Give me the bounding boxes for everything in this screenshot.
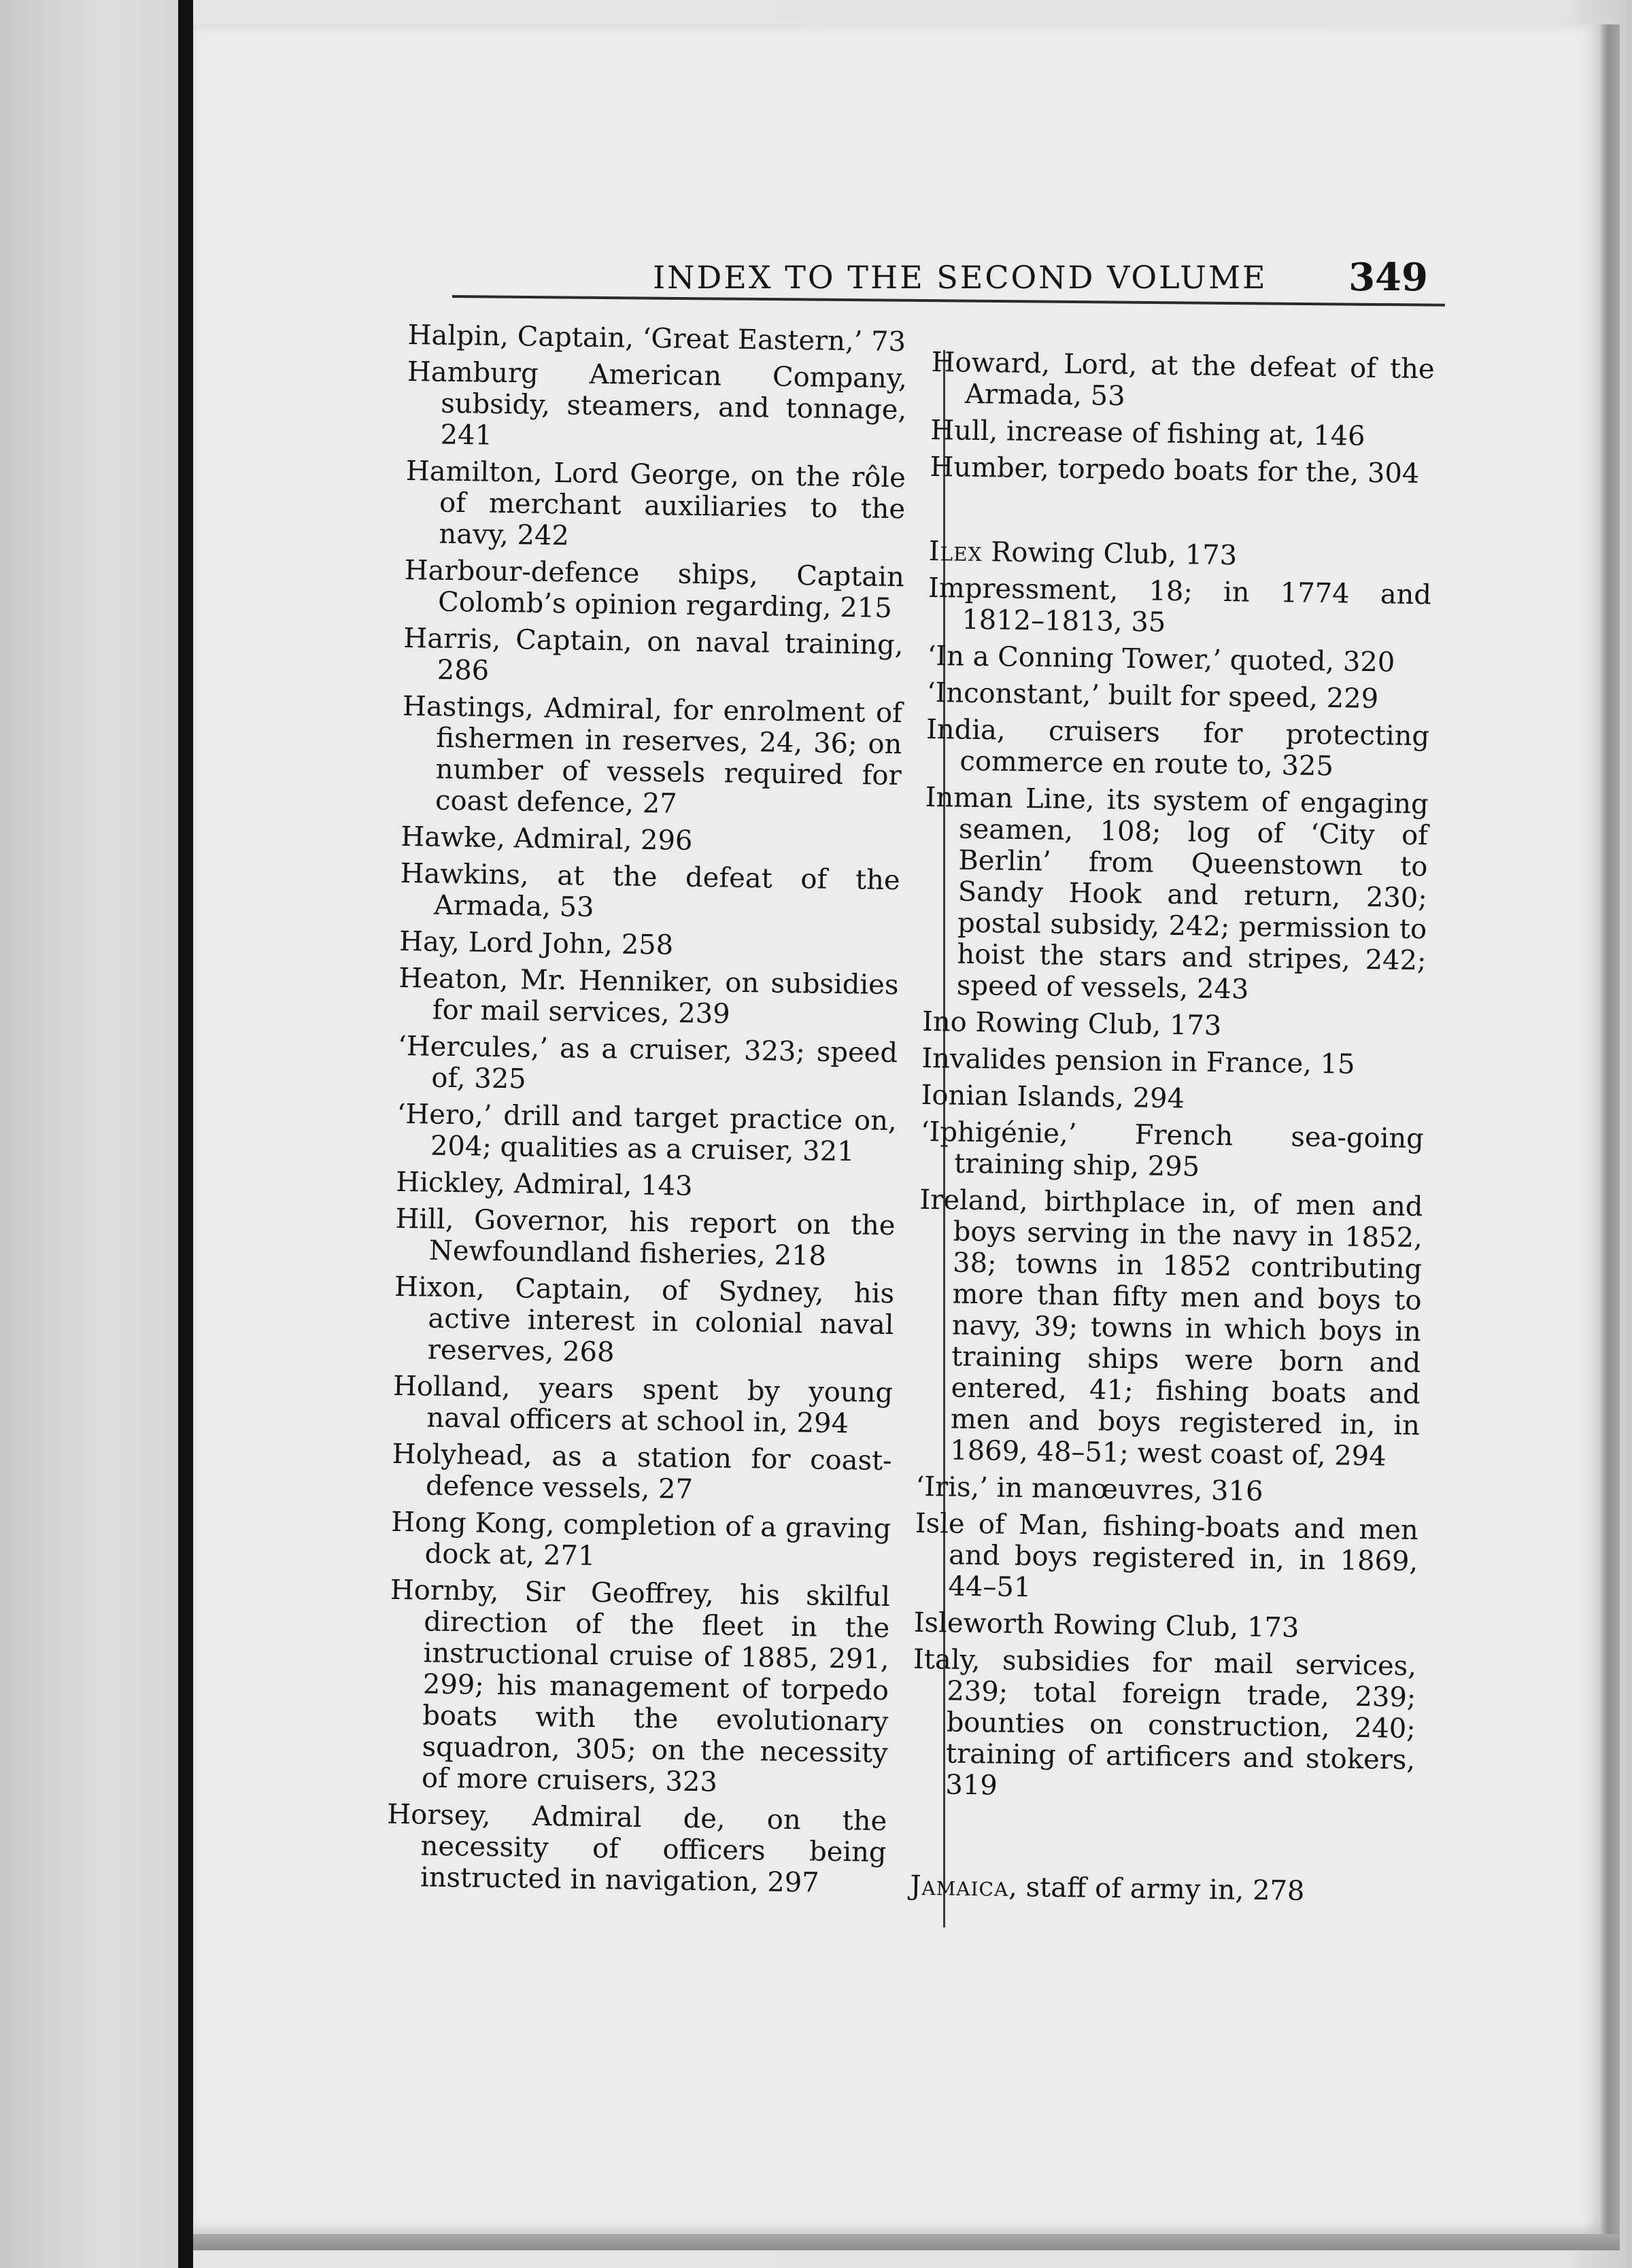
index-entry: Hamburg American Company, subsidy, steamers, and tonnage, 241 bbox=[407, 356, 908, 451]
book-spine-shadow bbox=[178, 0, 193, 2268]
index-entry: Ionian Islands, 294 bbox=[921, 1079, 1185, 1115]
index-entry: Holyhead, as a station for coast-defence vessels, 27 bbox=[392, 1438, 892, 1506]
letter-section-gap bbox=[929, 488, 1433, 543]
index-entry: Hawkins, at the defeat of the Armada, 53 bbox=[400, 857, 900, 923]
index-entry: Isleworth Rowing Club, 173 bbox=[913, 1606, 1299, 1644]
index-entry: Heaton, Mr. Henniker, on subsidies for mail services, 239 bbox=[398, 962, 899, 1030]
index-entry: Hay, Lord John, 258 bbox=[398, 925, 674, 961]
index-entry: Hornby, Sir Geoffrey, his skilful direction of the fleet in the instructional cruise of 1885, 291, 299; his management of torpedo boats with the evolutionary squadron, 305; on the necessity of more cruisers, 323 bbox=[390, 1574, 891, 1798]
index-entry: ‘Iphigénie,’ French sea-going training ship, 295 bbox=[920, 1116, 1425, 1183]
index-entry: Hong Kong, completion of a graving dock at, 271 bbox=[390, 1506, 891, 1573]
index-entry: Hickley, Admiral, 143 bbox=[395, 1166, 693, 1202]
index-column-left bbox=[386, 320, 908, 1905]
index-entry: ‘Inconstant,’ built for speed, 229 bbox=[926, 676, 1379, 715]
page-bottom-edge bbox=[193, 2234, 1620, 2250]
index-entry: Holland, years spent by young naval officers at school in, 294 bbox=[392, 1370, 894, 1440]
index-entry: ‘In a Conning Tower,’ quoted, 320 bbox=[927, 640, 1395, 678]
index-entry: Ireland, birthplace in, of men and boys serving in the navy in 1852, 38; towns in 1852 contributing more than fifty men and boys to navy, 39; towns in which boys in training ships were born and entered, 41; fishing boats and men and boys registered in, in 1869, 48–51; west coast of, 294 bbox=[919, 1184, 1423, 1473]
index-entry-section-start bbox=[928, 536, 1432, 574]
index-entry: Inman Line, its system of engaging seamen, 108; log of ‘City of Berlin’ from Queenstown to Sandy Hook and return, 230; postal subsidy, 242; permission to hoist the stars and stripes, 242; speed of vessels, 243 bbox=[925, 781, 1429, 1006]
index-entry-text: , staff of army in, 278 bbox=[1008, 1871, 1305, 1907]
index-entry: Howard, Lord, at the defeat of the Armada, 53 bbox=[931, 347, 1435, 412]
index-entry: Harbour-defence ships, Captain Colomb’s opinion regarding, 215 bbox=[404, 554, 905, 624]
index-entry-text: Rowing Club, 173 bbox=[982, 536, 1238, 572]
index-entry: Invalides pension in France, 15 bbox=[921, 1042, 1355, 1080]
index-entry: Hull, increase of fishing at, 146 bbox=[930, 414, 1365, 452]
letter-section-gap bbox=[911, 1806, 1414, 1877]
index-entry: India, cruisers for protecting commerce en route to, 325 bbox=[925, 713, 1430, 783]
index-entry: Hill, Governor, his report on the Newfoundland fisheries, 218 bbox=[395, 1203, 896, 1272]
index-entry: Ino Rowing Club, 173 bbox=[921, 1006, 1222, 1042]
index-entry: Impressment, 18; in 1774 and 1812–1813, 35 bbox=[928, 572, 1432, 638]
index-entry: Horsey, Admiral de, on the necessity of officers being instructed in navigation, 297 bbox=[386, 1798, 887, 1899]
running-header-title: INDEX TO THE SECOND VOLUME bbox=[653, 259, 1268, 296]
index-entry: Italy, subsidies for mail services, 239; total foreign trade, 239; bounties on construction, 240; training of artificers and stokers, 319 bbox=[913, 1643, 1417, 1802]
index-entry: Humber, torpedo boats for the, 304 bbox=[930, 451, 1420, 490]
index-entry: Isle of Man, fishing-boats and men and boys registered in, in 1869, 44–51 bbox=[915, 1507, 1419, 1604]
small-caps-heading: Ilex bbox=[928, 535, 983, 568]
page-fore-edge bbox=[1601, 24, 1620, 2234]
facing-page-margin bbox=[0, 0, 178, 2268]
index-entry-section-start bbox=[910, 1870, 1414, 1908]
small-caps-heading: Jamaica bbox=[910, 1870, 1009, 1903]
index-entry: Hamilton, Lord George, on the rôle of merchant auxiliaries to the navy, 242 bbox=[405, 455, 906, 552]
index-entry: Hawke, Admiral, 296 bbox=[401, 821, 693, 857]
index-entry: ‘Hercules,’ as a cruiser, 323; speed of, 325 bbox=[397, 1030, 898, 1095]
index-entry: Hastings, Admiral, for enrolment of fishermen in reserves, 24, 36; on number of vessels required for coast defence, 27 bbox=[402, 690, 903, 820]
index-entry: Hixon, Captain, of Sydney, his active interest in colonial naval reserves, 268 bbox=[394, 1271, 895, 1369]
page-number: 349 bbox=[1348, 255, 1428, 300]
index-entry: Halpin, Captain, ‘Great Eastern,’ 73 bbox=[407, 320, 906, 358]
index-entry: Harris, Captain, on naval training, 286 bbox=[403, 622, 904, 687]
index-entry: ‘Iris,’ in manœuvres, 316 bbox=[915, 1471, 1263, 1507]
index-entry: ‘Hero,’ drill and target practice on, 204; qualities as a cruiser, 321 bbox=[396, 1098, 897, 1168]
index-column-right bbox=[910, 347, 1435, 1914]
